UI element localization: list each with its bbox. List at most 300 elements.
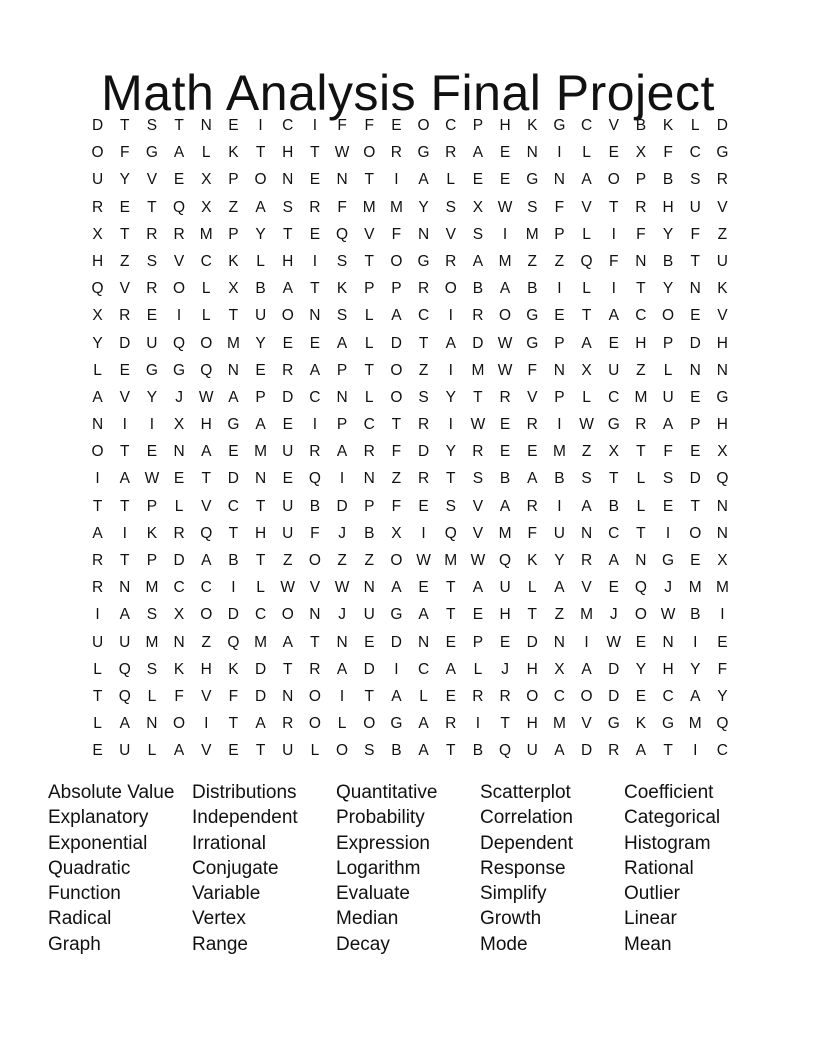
word-item: Explanatory	[48, 807, 149, 829]
grid-letter: B	[662, 171, 674, 189]
grid-letter: A	[92, 524, 103, 542]
grid-letter: E	[472, 606, 484, 624]
grid-letter: H	[282, 144, 294, 162]
grid-letter: N	[336, 388, 348, 406]
grid-letter: E	[228, 742, 239, 760]
grid-letter: R	[417, 470, 430, 488]
grid-letter: T	[636, 524, 646, 542]
grid-letter: T	[473, 388, 483, 406]
grid-letter: I	[394, 660, 399, 678]
grid-letter: X	[581, 361, 592, 379]
grid-letter: U	[689, 198, 701, 216]
grid-letter: Z	[283, 552, 293, 569]
grid-letter: T	[255, 552, 266, 569]
grid-letter: D	[608, 660, 620, 678]
grid-letter: T	[500, 715, 510, 733]
grid-letter: U	[119, 633, 131, 651]
word-item: Function	[48, 883, 121, 905]
grid-letter: T	[364, 687, 374, 705]
grid-letter: G	[227, 416, 240, 434]
grid-letter: A	[255, 416, 266, 434]
grid-letter: Q	[227, 633, 240, 651]
grid-letter: V	[173, 252, 185, 270]
grid-letter: U	[146, 334, 158, 352]
grid-letter: Y	[418, 198, 429, 216]
grid-letter: A	[309, 361, 321, 379]
word-item: Coefficient	[624, 782, 714, 803]
grid-letter: U	[553, 524, 565, 542]
grid-letter: T	[364, 171, 374, 189]
word-item: Probability	[336, 807, 425, 829]
grid-letter: M	[254, 443, 268, 461]
grid-letter: C	[227, 497, 239, 515]
grid-letter: X	[201, 171, 212, 189]
grid-letter: C	[445, 117, 457, 134]
grid-letter: U	[119, 742, 131, 760]
grid-letter: P	[364, 280, 375, 298]
grid-letter: T	[255, 497, 266, 515]
grid-letter: A	[581, 660, 592, 678]
word-item: Logarithm	[336, 857, 421, 879]
grid-letter: I	[122, 524, 127, 542]
grid-letter: O	[363, 715, 376, 733]
grid-letter: T	[120, 225, 130, 243]
grid-letter: V	[364, 225, 375, 243]
grid-letter: E	[717, 633, 728, 651]
grid-letter: M	[715, 579, 729, 597]
grid-letter: T	[283, 660, 293, 678]
grid-letter: L	[337, 715, 347, 733]
grid-letter: V	[717, 198, 728, 216]
grid-letter: I	[693, 633, 698, 651]
grid-letter: S	[146, 606, 158, 624]
letter-grid	[84, 112, 736, 765]
grid-letter: E	[309, 334, 321, 352]
grid-letter: A	[336, 334, 348, 352]
grid-letter: T	[228, 715, 239, 733]
grid-letter: M	[688, 715, 702, 733]
grid-letter: D	[363, 660, 375, 678]
grid-letter: A	[581, 171, 592, 189]
grid-letter: B	[635, 117, 647, 134]
grid-letter: G	[607, 416, 620, 434]
grid-letter: N	[716, 497, 728, 515]
grid-letter: J	[609, 606, 618, 624]
grid-letter: O	[91, 443, 104, 461]
grid-letter: A	[472, 144, 484, 162]
grid-letter: L	[419, 687, 428, 705]
grid-letter: T	[609, 470, 619, 488]
grid-letter: W	[497, 334, 513, 352]
grid-letter: R	[91, 552, 104, 569]
grid-letter: T	[636, 280, 646, 298]
grid-letter: R	[417, 280, 430, 298]
grid-letter: M	[552, 715, 566, 733]
grid-letter: I	[231, 579, 236, 597]
grid-letter: V	[581, 715, 592, 733]
grid-letter: P	[635, 171, 647, 189]
grid-letter: V	[309, 579, 321, 597]
grid-letter: B	[554, 470, 565, 488]
grid-letter: N	[689, 361, 701, 379]
grid-letter: O	[444, 280, 457, 298]
grid-letter: B	[391, 742, 402, 760]
grid-letter: M	[688, 579, 702, 597]
grid-letter: E	[282, 470, 293, 488]
grid-letter: R	[173, 225, 185, 243]
grid-letter: G	[716, 144, 729, 162]
grid-letter: C	[173, 579, 185, 597]
grid-letter: M	[199, 225, 213, 243]
grid-letter: W	[144, 470, 160, 488]
grid-letter: E	[418, 497, 429, 515]
grid-letter: F	[717, 660, 728, 678]
grid-letter: E	[173, 171, 185, 189]
grid-letter: T	[418, 334, 429, 352]
grid-letter: H	[526, 715, 538, 733]
grid-letter: L	[147, 742, 157, 760]
grid-letter: L	[636, 470, 646, 488]
grid-letter: R	[146, 280, 158, 298]
grid-letter: R	[526, 416, 538, 434]
grid-letter: U	[91, 171, 104, 189]
grid-letter: S	[581, 470, 592, 488]
grid-letter: Z	[418, 361, 429, 379]
grid-letter: A	[173, 144, 185, 162]
grid-letter: N	[200, 117, 212, 134]
grid-letter: J	[501, 660, 509, 678]
grid-letter: P	[690, 416, 701, 434]
grid-letter: T	[228, 524, 239, 542]
grid-letter: Y	[255, 225, 266, 243]
grid-letter: R	[173, 524, 185, 542]
grid-letter: W	[334, 579, 350, 597]
grid-letter: A	[119, 606, 130, 624]
grid-letter: N	[580, 524, 593, 542]
grid-letter: Y	[635, 660, 647, 678]
grid-letter: F	[391, 443, 402, 461]
grid-letter: L	[364, 307, 374, 325]
grid-letter: I	[475, 715, 481, 733]
grid-letter: A	[92, 388, 103, 406]
grid-letter: E	[608, 144, 619, 162]
grid-letter: A	[418, 715, 429, 733]
grid-letter: U	[608, 361, 620, 379]
grid-letter: S	[146, 117, 158, 134]
grid-letter: R	[580, 552, 593, 569]
grid-letter: N	[662, 633, 674, 651]
word-item: Simplify	[480, 883, 547, 905]
grid-letter: X	[717, 552, 728, 569]
grid-letter: H	[716, 334, 728, 352]
grid-letter: A	[499, 497, 511, 515]
grid-letter: Q	[200, 524, 213, 542]
grid-letter: W	[660, 606, 676, 624]
grid-letter: K	[228, 252, 239, 270]
grid-letter: W	[470, 416, 486, 434]
word-item: Vertex	[192, 908, 246, 930]
grid-letter: E	[309, 225, 321, 243]
grid-letter: Q	[499, 552, 512, 569]
grid-letter: R	[472, 687, 484, 705]
grid-letter: A	[228, 388, 239, 406]
grid-letter: M	[444, 552, 458, 569]
grid-letter: U	[254, 307, 267, 325]
grid-letter: A	[418, 742, 429, 760]
grid-letter: A	[282, 280, 293, 298]
grid-letter: V	[581, 198, 592, 216]
grid-letter: N	[363, 470, 375, 488]
grid-letter: N	[119, 579, 131, 597]
grid-letter: A	[472, 579, 484, 597]
grid-letter: N	[227, 361, 239, 379]
grid-letter: B	[472, 280, 484, 298]
grid-letter: W	[606, 633, 622, 651]
grid-letter: Q	[308, 470, 321, 488]
grid-letter: L	[582, 144, 591, 162]
grid-letter: V	[472, 497, 484, 515]
grid-letter: H	[499, 606, 511, 624]
grid-letter: T	[147, 198, 157, 216]
grid-letter: U	[282, 524, 294, 542]
grid-letter: I	[557, 497, 562, 515]
grid-letter: I	[312, 252, 318, 270]
grid-letter: B	[662, 252, 674, 270]
word-item: Evaluate	[336, 883, 410, 905]
grid-letter: L	[310, 742, 320, 760]
grid-letter: Z	[201, 633, 211, 651]
grid-letter: O	[526, 687, 539, 705]
grid-letter: W	[416, 552, 431, 569]
grid-letter: X	[635, 144, 647, 162]
grid-letter: E	[391, 117, 402, 134]
grid-letter: G	[390, 606, 403, 624]
grid-letter: I	[122, 416, 127, 434]
grid-letter: C	[608, 524, 620, 542]
grid-letter: R	[390, 144, 402, 162]
grid-letter: D	[173, 552, 185, 569]
grid-letter: Q	[118, 660, 131, 678]
grid-letter: X	[228, 280, 239, 298]
grid-letter: P	[554, 334, 565, 352]
grid-letter: N	[417, 225, 430, 243]
grid-letter: K	[173, 660, 185, 678]
word-item: Conjugate	[192, 857, 279, 879]
grid-letter: S	[418, 388, 429, 406]
word-item: Histogram	[624, 832, 711, 854]
grid-letter: S	[445, 198, 456, 216]
grid-letter: L	[636, 497, 646, 515]
word-item: Growth	[480, 908, 542, 930]
grid-letter: F	[527, 361, 537, 379]
grid-letter: A	[445, 334, 456, 352]
grid-letter: H	[635, 334, 647, 352]
grid-letter: A	[472, 252, 484, 270]
grid-letter: L	[93, 361, 102, 379]
grid-letter: O	[308, 552, 321, 569]
grid-letter: L	[527, 579, 537, 597]
grid-letter: U	[282, 443, 294, 461]
grid-letter: Q	[499, 742, 512, 760]
grid-letter: X	[92, 225, 103, 243]
grid-letter: C	[417, 307, 430, 325]
grid-letter: E	[662, 497, 674, 515]
grid-letter: Q	[444, 524, 457, 542]
grid-letter: U	[91, 633, 104, 651]
grid-letter: S	[282, 198, 293, 216]
grid-letter: C	[254, 606, 267, 624]
grid-letter: L	[364, 334, 374, 352]
grid-letter: V	[201, 497, 212, 515]
grid-letter: T	[690, 252, 700, 270]
grid-letter: A	[581, 334, 592, 352]
grid-letter: F	[554, 198, 565, 216]
grid-letter: A	[581, 497, 592, 515]
grid-letter: O	[607, 171, 620, 189]
word-item: Dependent	[480, 832, 573, 854]
grid-letter: V	[445, 225, 456, 243]
grid-letter: V	[581, 579, 592, 597]
grid-letter: V	[717, 307, 728, 325]
grid-letter: E	[608, 334, 619, 352]
grid-letter: Z	[337, 552, 347, 569]
grid-letter: V	[119, 388, 130, 406]
word-item: Irrational	[192, 832, 266, 854]
grid-letter: L	[93, 660, 102, 678]
grid-letter: R	[526, 497, 538, 515]
grid-letter: O	[308, 687, 321, 705]
grid-letter: T	[391, 416, 402, 434]
grid-letter: D	[254, 660, 267, 678]
grid-letter: H	[254, 524, 267, 542]
grid-letter: X	[201, 198, 212, 216]
grid-letter: S	[527, 198, 538, 216]
grid-letter: T	[255, 144, 266, 162]
grid-letter: O	[580, 687, 593, 705]
grid-letter: O	[281, 307, 294, 325]
grid-letter: J	[338, 606, 346, 624]
grid-letter: O	[200, 606, 213, 624]
grid-letter: I	[557, 280, 562, 298]
grid-letter: N	[553, 171, 565, 189]
grid-letter: Z	[554, 606, 565, 624]
grid-letter: T	[174, 117, 184, 134]
grid-letter: P	[472, 117, 484, 134]
grid-letter: Y	[255, 334, 266, 352]
grid-letter: R	[499, 388, 511, 406]
grid-letter: J	[664, 579, 672, 597]
grid-letter: G	[145, 144, 158, 162]
grid-letter: C	[635, 307, 647, 325]
grid-letter: B	[527, 280, 538, 298]
grid-letter: P	[472, 633, 484, 651]
grid-letter: T	[446, 606, 456, 624]
grid-letter: S	[146, 252, 158, 270]
grid-letter: A	[201, 552, 212, 569]
grid-letter: E	[173, 470, 185, 488]
grid-letter: R	[716, 171, 728, 189]
word-item: Quadratic	[48, 857, 131, 879]
grid-letter: H	[716, 416, 728, 434]
grid-letter: U	[282, 742, 294, 760]
grid-letter: E	[608, 579, 619, 597]
grid-letter: A	[418, 171, 429, 189]
grid-letter: M	[498, 524, 512, 542]
grid-letter: K	[146, 524, 158, 542]
grid-letter: X	[173, 606, 185, 624]
grid-letter: Y	[690, 660, 701, 678]
grid-letter: R	[417, 416, 430, 434]
grid-letter: U	[716, 252, 728, 270]
grid-letter: P	[336, 416, 348, 434]
grid-letter: R	[91, 579, 104, 597]
grid-letter: Y	[146, 388, 158, 406]
grid-letter: O	[308, 715, 321, 733]
grid-letter: D	[417, 443, 430, 461]
grid-letter: E	[635, 633, 647, 651]
grid-letter: M	[498, 252, 512, 270]
grid-letter: X	[173, 416, 185, 434]
grid-letter: G	[145, 361, 158, 379]
grid-letter: T	[283, 225, 293, 243]
grid-letter: W	[470, 552, 486, 569]
grid-letter: Y	[445, 388, 456, 406]
grid-letter: A	[418, 606, 429, 624]
grid-letter: Z	[228, 198, 239, 216]
grid-letter: L	[582, 280, 591, 298]
word-item: Expression	[336, 832, 430, 854]
grid-letter: N	[635, 252, 647, 270]
grid-letter: A	[336, 660, 348, 678]
grid-letter: Q	[336, 225, 349, 243]
grid-letter: V	[608, 117, 619, 134]
grid-letter: I	[339, 470, 345, 488]
grid-letter: B	[228, 552, 239, 569]
grid-letter: W	[579, 416, 594, 434]
grid-letter: O	[634, 606, 647, 624]
grid-letter: N	[417, 633, 430, 651]
grid-letter: L	[201, 307, 211, 325]
grid-letter: K	[717, 280, 728, 298]
grid-letter: E	[228, 443, 239, 461]
grid-letter: A	[445, 660, 456, 678]
grid-letter: R	[282, 361, 294, 379]
grid-letter: T	[120, 117, 130, 134]
grid-letter: Q	[173, 334, 186, 352]
grid-letter: V	[472, 524, 484, 542]
grid-letter: E	[146, 443, 158, 461]
word-item: Distributions	[192, 782, 297, 803]
grid-letter: H	[499, 117, 511, 134]
grid-letter: L	[174, 497, 184, 515]
grid-letter: S	[472, 470, 484, 488]
grid-letter: L	[201, 144, 211, 162]
grid-letter: D	[227, 606, 239, 624]
word-item: Graph	[48, 933, 101, 955]
grid-letter: K	[635, 715, 647, 733]
grid-letter: Z	[391, 470, 402, 488]
grid-letter: I	[611, 225, 616, 243]
grid-letter: N	[309, 606, 321, 624]
grid-letter: F	[609, 252, 619, 270]
grid-letter: D	[689, 334, 701, 352]
grid-letter: Q	[716, 470, 729, 488]
grid-letter: D	[689, 470, 701, 488]
grid-letter: G	[417, 144, 430, 162]
grid-letter: W	[334, 144, 350, 162]
grid-letter: D	[390, 334, 402, 352]
grid-letter: X	[92, 307, 103, 325]
